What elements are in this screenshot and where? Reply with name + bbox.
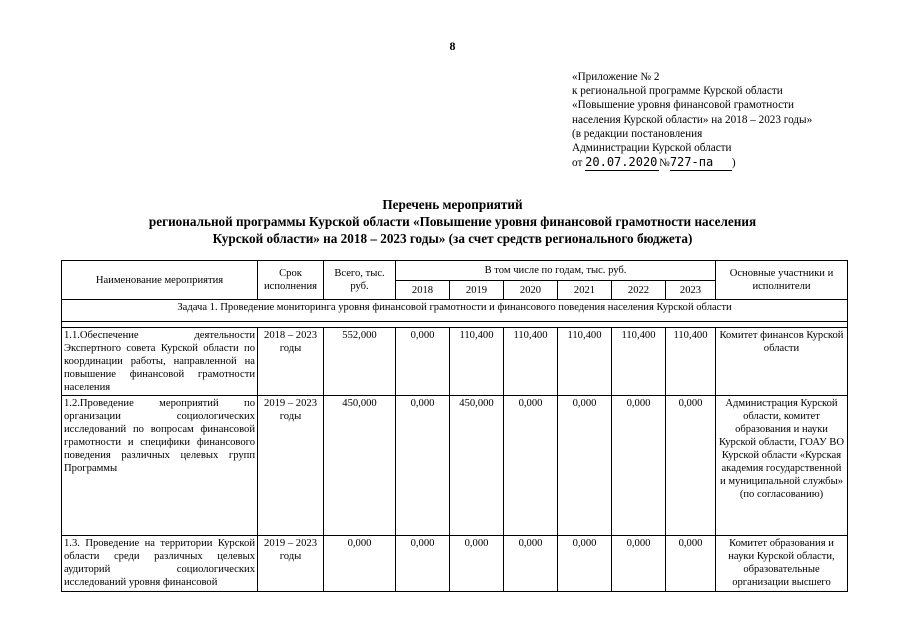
year-value: 0,000: [666, 396, 716, 536]
activity-participants: Комитет образования и науки Курской области, образовательные организации высшего: [716, 536, 848, 592]
activity-participants: Администрация Курской области, комитет образования и науки Курской области, ГОАУ ВО Курской области «Курская академия государственной и муниципальной службы» (по согласованию): [716, 396, 848, 536]
activity-name: 1.2.Проведение мероприятий по организации социологических исследований по вопросам финансовой грамотности и специфики финансового поведения различных целевых групп Программы: [62, 396, 258, 536]
appendix-block: [572, 70, 892, 171]
year-value: 0,000: [504, 396, 558, 536]
appendix-date-line: [572, 155, 892, 171]
appendix-line: «Приложение № 2: [572, 71, 660, 83]
number-prefix: №: [659, 157, 670, 170]
header-name: Наименование мероприятия: [62, 261, 258, 300]
activity-participants: Комитет финансов Курской области: [716, 328, 848, 396]
appendix-line: к региональной программе Курской области: [572, 85, 783, 98]
appendix-line: Администрации Курской области: [572, 142, 732, 155]
year-value: 0,000: [450, 536, 504, 592]
year-value: 110,400: [558, 328, 612, 396]
activity-total: 450,000: [324, 396, 396, 536]
year-value: 0,000: [558, 536, 612, 592]
year-value: 0,000: [396, 536, 450, 592]
header-year: 2022: [612, 281, 666, 300]
activity-name: 1.1.Обеспечение деятельности Экспертного совета Курской области по координации работы, направленной на повышение финансовой грамотности населения: [62, 328, 258, 396]
header-by-year: В том числе по годам, тыс. руб.: [396, 261, 716, 281]
year-value: 110,400: [504, 328, 558, 396]
year-value: 450,000: [450, 396, 504, 536]
table-row: [62, 536, 848, 592]
activity-total: 552,000: [324, 328, 396, 396]
activity-name: 1.3. Проведение на территории Курской области среди различных целевых аудиторий социологических исследований уровня финансовой: [62, 536, 258, 592]
appendix-line: «Повышение уровня финансовой грамотности: [572, 99, 794, 112]
year-value: 110,400: [666, 328, 716, 396]
page-number: 8: [449, 39, 456, 53]
header-year: 2019: [450, 281, 504, 300]
header-total: Всего, тыс. руб.: [324, 261, 396, 300]
header-participants: Основные участники и исполнители: [716, 261, 848, 300]
decree-date: 20.07.2020: [585, 155, 658, 170]
year-value: 110,400: [612, 328, 666, 396]
title-line: региональной программы Курской области «Повышение уровня финансовой грамотности населения: [148, 214, 757, 229]
appendix-line: (в редакции постановления: [572, 127, 703, 140]
header-year: 2020: [504, 281, 558, 300]
activity-term: 2019 – 2023 годы: [258, 536, 324, 592]
year-value: 0,000: [666, 536, 716, 592]
header-year: 2021: [558, 281, 612, 300]
year-value: 0,000: [396, 396, 450, 536]
title-line: Перечень мероприятий: [382, 197, 523, 212]
header-term: Срок исполнения: [258, 261, 324, 300]
decree-number: 727-па: [669, 155, 714, 170]
year-value: 0,000: [612, 536, 666, 592]
date-close: ): [731, 157, 736, 170]
table-row: [62, 328, 848, 396]
year-value: 0,000: [612, 396, 666, 536]
year-value: 0,000: [504, 536, 558, 592]
activity-term: 2018 – 2023 годы: [258, 328, 324, 396]
appendix-line: населения Курской области» на 2018 – 2023 годы»: [572, 113, 813, 126]
year-value: 0,000: [558, 396, 612, 536]
task-row: Задача 1. Проведение мониторинга уровня финансовой грамотности и финансового поведения населения Курской области: [62, 300, 848, 322]
header-year: 2018: [396, 281, 450, 300]
table-row: [62, 396, 848, 536]
date-prefix: от: [572, 157, 583, 170]
title-line: Курской области» на 2018 – 2023 годы» (за счет средств регионального бюджета): [212, 231, 693, 246]
document-title: [0, 196, 905, 247]
activities-table: [61, 260, 848, 592]
activity-total: 0,000: [324, 536, 396, 592]
year-value: 0,000: [396, 328, 450, 396]
header-year: 2023: [666, 281, 716, 300]
activity-term: 2019 – 2023 годы: [258, 396, 324, 536]
year-value: 110,400: [450, 328, 504, 396]
